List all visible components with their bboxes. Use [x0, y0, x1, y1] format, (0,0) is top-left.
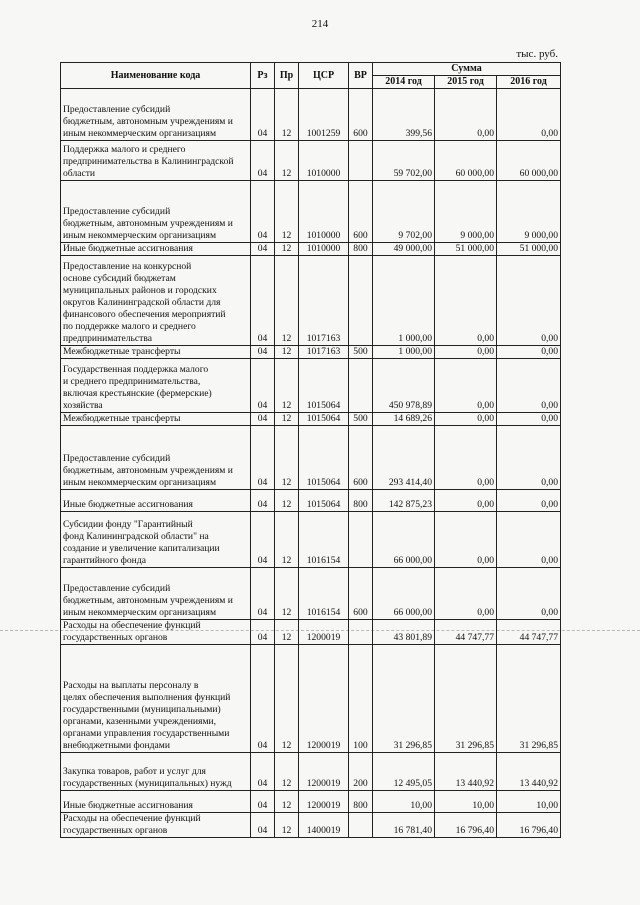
cell-vr	[349, 512, 373, 568]
cell-y2016: 0,00	[497, 413, 561, 426]
cell-y2015: 0,00	[435, 359, 497, 413]
cell-y2014: 142 875,23	[373, 490, 435, 512]
cell-y2016: 0,00	[497, 490, 561, 512]
cell-vr: 600	[349, 89, 373, 141]
cell-csr: 1010000	[299, 181, 349, 243]
cell-vr: 600	[349, 181, 373, 243]
table-row	[61, 426, 561, 490]
cell-y2016: 31 296,85	[497, 645, 561, 753]
cell-name: Государственная поддержка малого и среднего предпринимательства, включая крестьянские (фермерские) хозяйства	[61, 359, 251, 413]
cell-vr: 600	[349, 568, 373, 620]
cell-vr	[349, 141, 373, 181]
cell-vr: 500	[349, 413, 373, 426]
cell-pr: 12	[275, 359, 299, 413]
cell-pr: 12	[275, 490, 299, 512]
cell-y2014: 59 702,00	[373, 141, 435, 181]
table-row	[61, 359, 561, 413]
header-name: Наименование кода	[61, 63, 251, 89]
cell-y2014: 1 000,00	[373, 256, 435, 346]
cell-y2014: 49 000,00	[373, 243, 435, 256]
cell-csr: 1001259	[299, 89, 349, 141]
cell-y2016: 44 747,77	[497, 620, 561, 645]
cell-pr: 12	[275, 813, 299, 838]
cell-rz: 04	[251, 568, 275, 620]
cell-pr: 12	[275, 620, 299, 645]
cell-y2016: 0,00	[497, 512, 561, 568]
cell-y2016: 9 000,00	[497, 181, 561, 243]
header-rz: Рз	[251, 63, 275, 89]
cell-rz: 04	[251, 413, 275, 426]
cell-y2015: 0,00	[435, 490, 497, 512]
table-row	[61, 645, 561, 753]
cell-vr: 800	[349, 490, 373, 512]
header-year-2014: 2014 год	[373, 76, 435, 89]
cell-rz: 04	[251, 181, 275, 243]
cell-y2016: 13 440,92	[497, 753, 561, 791]
cell-y2016: 0,00	[497, 359, 561, 413]
cell-rz: 04	[251, 359, 275, 413]
table-row	[61, 568, 561, 620]
budget-table	[60, 62, 561, 838]
cell-pr: 12	[275, 791, 299, 813]
cell-rz: 04	[251, 346, 275, 359]
cell-pr: 12	[275, 512, 299, 568]
cell-pr: 12	[275, 181, 299, 243]
cell-name: Предоставление субсидий бюджетным, автономным учреждениям и иным некоммерческим организациям	[61, 89, 251, 141]
table-row	[61, 620, 561, 645]
cell-csr: 1200019	[299, 620, 349, 645]
cell-csr: 1015064	[299, 359, 349, 413]
table-row	[61, 141, 561, 181]
table-row	[61, 181, 561, 243]
cell-vr: 800	[349, 243, 373, 256]
cell-pr: 12	[275, 413, 299, 426]
cell-y2015: 10,00	[435, 791, 497, 813]
cell-rz: 04	[251, 243, 275, 256]
table-row	[61, 813, 561, 838]
cell-y2014: 9 702,00	[373, 181, 435, 243]
table-body	[61, 89, 561, 838]
cell-csr: 1015064	[299, 413, 349, 426]
cell-pr: 12	[275, 753, 299, 791]
cell-y2015: 0,00	[435, 568, 497, 620]
cell-csr: 1010000	[299, 141, 349, 181]
cell-y2015: 31 296,85	[435, 645, 497, 753]
cell-y2015: 9 000,00	[435, 181, 497, 243]
cell-vr	[349, 813, 373, 838]
cell-name: Предоставление субсидий бюджетным, автономным учреждениям и иным некоммерческим организациям	[61, 568, 251, 620]
cell-y2015: 0,00	[435, 426, 497, 490]
cell-rz: 04	[251, 256, 275, 346]
cell-csr: 1200019	[299, 791, 349, 813]
cell-y2015: 0,00	[435, 256, 497, 346]
cell-csr: 1015064	[299, 426, 349, 490]
cell-vr: 500	[349, 346, 373, 359]
cell-rz: 04	[251, 645, 275, 753]
cell-pr: 12	[275, 568, 299, 620]
cell-y2016: 0,00	[497, 568, 561, 620]
cell-y2014: 43 801,89	[373, 620, 435, 645]
header-vr: ВР	[349, 63, 373, 89]
table-row	[61, 753, 561, 791]
cell-csr: 1010000	[299, 243, 349, 256]
header-sum: Сумма	[373, 63, 561, 76]
table-row	[61, 89, 561, 141]
cell-csr: 1015064	[299, 490, 349, 512]
cell-vr: 800	[349, 791, 373, 813]
units-label: тыс. руб.	[516, 48, 558, 60]
cell-name: Иные бюджетные ассигнования	[61, 490, 251, 512]
cell-name: Расходы на обеспечение функций государственных органов	[61, 620, 251, 645]
cell-pr: 12	[275, 89, 299, 141]
cell-y2016: 0,00	[497, 256, 561, 346]
table-row	[61, 791, 561, 813]
cell-csr: 1200019	[299, 753, 349, 791]
header-pr: Пр	[275, 63, 299, 89]
cell-y2015: 0,00	[435, 512, 497, 568]
cell-y2015: 16 796,40	[435, 813, 497, 838]
cell-y2014: 293 414,40	[373, 426, 435, 490]
cell-pr: 12	[275, 645, 299, 753]
cell-name: Расходы на выплаты персоналу в целях обеспечения выполнения функций государственными (муниципальными) органами, казенными учреждениями, органами управления государственными внебюджетными фондами	[61, 645, 251, 753]
cell-y2016: 0,00	[497, 346, 561, 359]
table-row	[61, 490, 561, 512]
page-number: 214	[311, 18, 329, 30]
cell-y2014: 16 781,40	[373, 813, 435, 838]
cell-y2014: 399,56	[373, 89, 435, 141]
cell-y2015: 0,00	[435, 346, 497, 359]
cell-rz: 04	[251, 620, 275, 645]
cell-rz: 04	[251, 141, 275, 181]
cell-name: Предоставление субсидий бюджетным, автономным учреждениям и иным некоммерческим организациям	[61, 426, 251, 490]
cell-y2016: 51 000,00	[497, 243, 561, 256]
cell-vr	[349, 359, 373, 413]
cell-name: Закупка товаров, работ и услуг для государственных (муниципальных) нужд	[61, 753, 251, 791]
cell-csr: 1017163	[299, 256, 349, 346]
cell-y2015: 60 000,00	[435, 141, 497, 181]
header-csr: ЦСР	[299, 63, 349, 89]
cell-name: Иные бюджетные ассигнования	[61, 791, 251, 813]
cell-y2015: 13 440,92	[435, 753, 497, 791]
table-row	[61, 413, 561, 426]
cell-pr: 12	[275, 346, 299, 359]
cell-y2014: 31 296,85	[373, 645, 435, 753]
cell-y2014: 1 000,00	[373, 346, 435, 359]
cell-rz: 04	[251, 426, 275, 490]
table-row	[61, 243, 561, 256]
cell-name: Расходы на обеспечение функций государственных органов	[61, 813, 251, 838]
cell-name: Иные бюджетные ассигнования	[61, 243, 251, 256]
cell-pr: 12	[275, 243, 299, 256]
cell-y2015: 51 000,00	[435, 243, 497, 256]
cell-rz: 04	[251, 89, 275, 141]
cell-name: Субсидии фонду "Гарантийный фонд Калининградской области" на создание и увеличение капитализации гарантийного фонда	[61, 512, 251, 568]
cell-csr: 1400019	[299, 813, 349, 838]
cell-name: Межбюджетные трансферты	[61, 346, 251, 359]
cell-y2016: 10,00	[497, 791, 561, 813]
cell-y2016: 60 000,00	[497, 141, 561, 181]
cell-csr: 1200019	[299, 645, 349, 753]
cell-y2014: 66 000,00	[373, 568, 435, 620]
cell-y2014: 450 978,89	[373, 359, 435, 413]
cell-name: Предоставление субсидий бюджетным, автономным учреждениям и иным некоммерческим организациям	[61, 181, 251, 243]
cell-y2015: 0,00	[435, 89, 497, 141]
cell-y2014: 10,00	[373, 791, 435, 813]
cell-rz: 04	[251, 490, 275, 512]
cell-name: Межбюджетные трансферты	[61, 413, 251, 426]
header-year-2015: 2015 год	[435, 76, 497, 89]
cell-rz: 04	[251, 791, 275, 813]
cell-y2014: 12 495,05	[373, 753, 435, 791]
cell-y2016: 16 796,40	[497, 813, 561, 838]
cell-csr: 1016154	[299, 568, 349, 620]
cell-y2014: 14 689,26	[373, 413, 435, 426]
cell-vr: 600	[349, 426, 373, 490]
cell-rz: 04	[251, 813, 275, 838]
cell-pr: 12	[275, 256, 299, 346]
cell-y2016: 0,00	[497, 426, 561, 490]
cell-vr: 100	[349, 645, 373, 753]
cell-y2015: 44 747,77	[435, 620, 497, 645]
cell-vr	[349, 256, 373, 346]
cell-rz: 04	[251, 512, 275, 568]
cell-vr	[349, 620, 373, 645]
header-year-2016: 2016 год	[497, 76, 561, 89]
table-row	[61, 512, 561, 568]
cell-pr: 12	[275, 141, 299, 181]
cell-name: Предоставление на конкурсной основе субсидий бюджетам муниципальных районов и городских округов Калининградской области для финансового обеспечения мероприятий по поддержке малого и среднего предпринимательства	[61, 256, 251, 346]
cell-name: Поддержка малого и среднего предпринимательства в Калининградской области	[61, 141, 251, 181]
cell-csr: 1016154	[299, 512, 349, 568]
cell-csr: 1017163	[299, 346, 349, 359]
cell-vr: 200	[349, 753, 373, 791]
table-row	[61, 346, 561, 359]
cell-pr: 12	[275, 426, 299, 490]
cell-y2014: 66 000,00	[373, 512, 435, 568]
cell-y2015: 0,00	[435, 413, 497, 426]
cell-rz: 04	[251, 753, 275, 791]
cell-y2016: 0,00	[497, 89, 561, 141]
table-row	[61, 256, 561, 346]
